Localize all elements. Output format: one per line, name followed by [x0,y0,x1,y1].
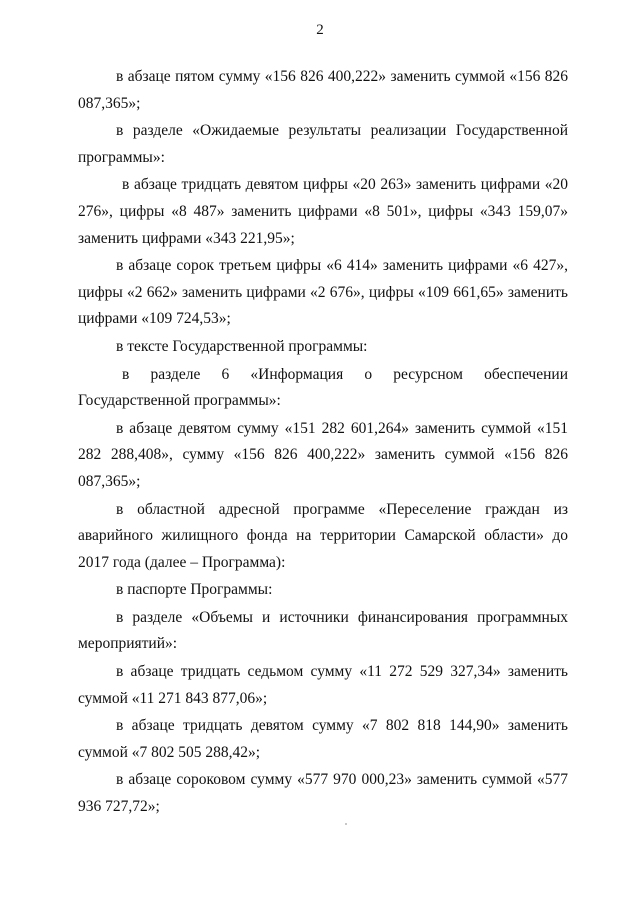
scan-speck [345,823,347,825]
paragraph: в абзаце тридцать девятом цифры «20 263» заменить цифрами «20 276», цифры «8 487» заменить цифрами «8 501», цифры «343 159,07» заменить цифрами «343 221,95»; [78,176,568,247]
paragraph: в областной адресной программе «Переселение граждан из аварийного жилищного фонда на территории Самарской области» до 2017 года (далее – Программа): [78,500,568,571]
paragraph: в тексте Государственной программы: [116,337,368,355]
paragraph: в разделе «Ожидаемые результаты реализации Государственной программы»: [78,122,568,166]
paragraph: в абзаце пятом сумму «156 826 400,222» заменить суммой «156 826 087,365»; [78,68,568,112]
page-number: 2 [316,22,324,38]
paragraph: в абзаце тридцать девятом сумму «7 802 818 144,90» заменить суммой «7 802 505 288,42»; [78,717,568,761]
document-body [78,64,568,822]
paragraph: в абзаце девятом сумму «151 282 601,264» заменить суммой «151 282 288,408», сумму «156 826 400,222» заменить суммой «156 826 087,365»; [78,419,568,490]
paragraph: в разделе 6 «Информация о ресурсном обеспечении Государственной программы»: [78,365,568,410]
paragraph: в абзаце сороковом сумму «577 970 000,23» заменить суммой «577 936 727,72»; [78,771,568,816]
paragraph: в абзаце сорок третьем цифры «6 414» заменить цифрами «6 427», цифры «2 662» заменить цифрами «2 676», цифры «109 661,65» заменить цифрами «109 724,53»; [78,257,568,328]
paragraph: в абзаце тридцать седьмом сумму «11 272 529 327,34» заменить суммой «11 271 843 877,06»; [78,663,568,707]
paragraph: в паспорте Программы: [116,581,273,599]
paragraph: в разделе «Объемы и источники финансирования программных мероприятий»: [78,608,568,653]
